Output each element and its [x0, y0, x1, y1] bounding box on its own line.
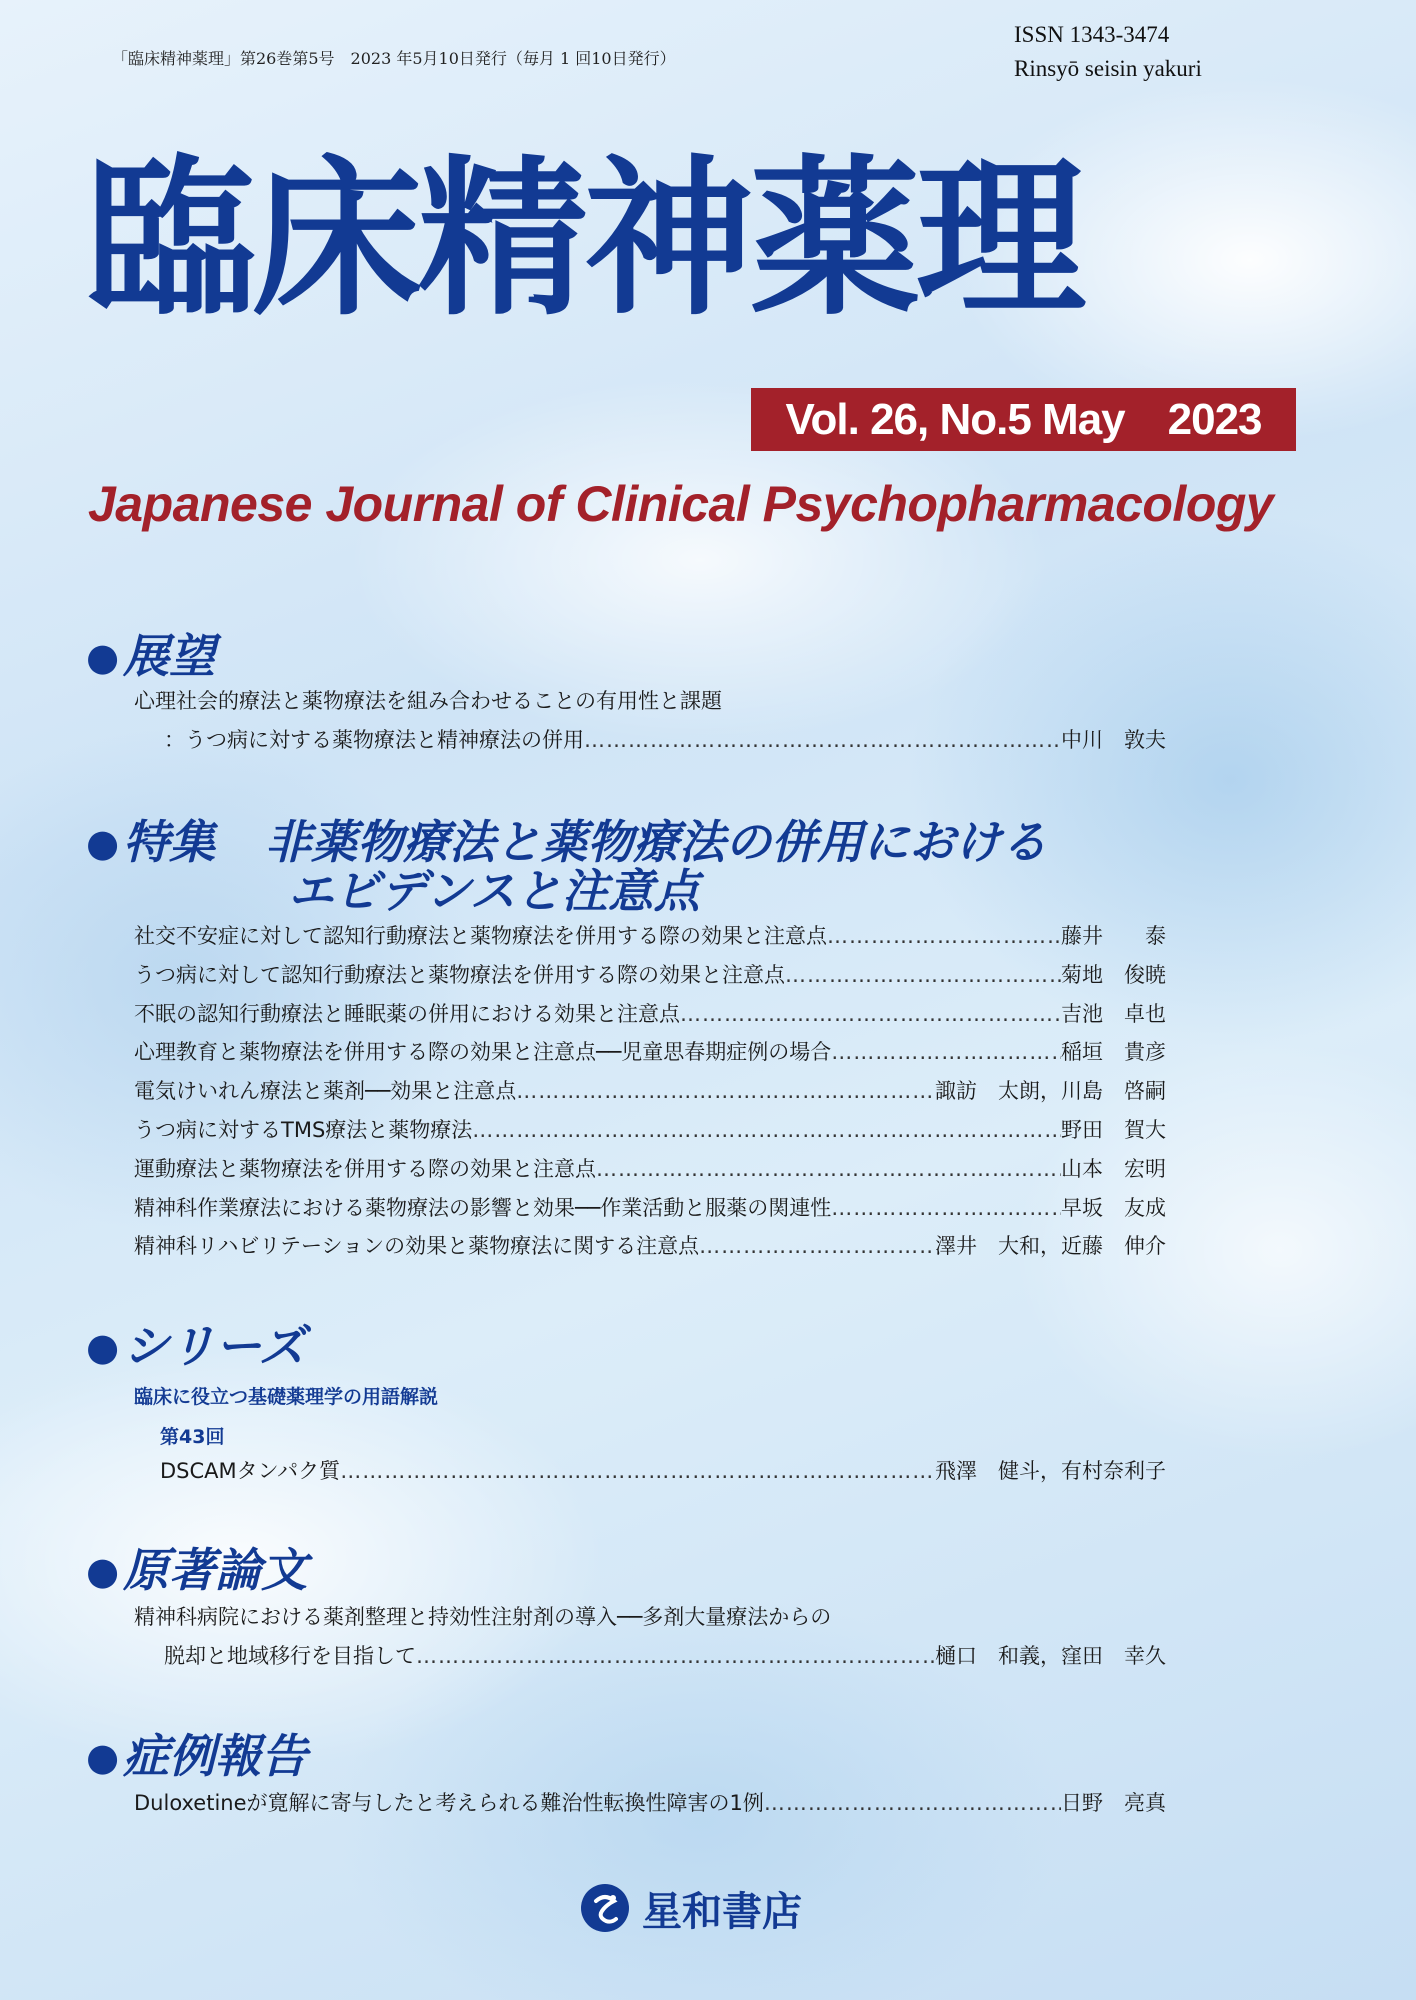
dot-leader	[596, 1150, 1061, 1189]
series-episode: 第43回	[160, 1426, 225, 1448]
toc-line	[134, 682, 1166, 721]
article-author: 飛澤 健斗，有村奈利子	[935, 1459, 1166, 1483]
journal-title: 臨床精神薬理	[86, 141, 1083, 339]
bullet-icon: ●	[86, 821, 120, 865]
article-title: 心理教育と薬物療法を併用する際の効果と注意点──児童思春期症例の場合	[134, 1040, 832, 1065]
bullet-icon: ●	[86, 1325, 120, 1369]
article-author: 中川 敦夫	[1061, 727, 1166, 752]
article-title: 社交不安症に対して認知行動療法と薬物療法を併用する際の効果と注意点	[134, 924, 827, 948]
feature-title-line1: 非薬物療法と薬物療法の併用における	[265, 815, 1048, 869]
article-title: 電気けいれん療法と薬剤──効果と注意点	[134, 1079, 517, 1104]
toc-line	[134, 1598, 1166, 1637]
toc-entry[interactable]	[134, 1033, 1166, 1072]
article-author: 山本 宏明	[1061, 1156, 1166, 1181]
publisher-name: 星和書店	[642, 1888, 802, 1935]
dot-leader	[699, 1227, 935, 1266]
bullet-icon: ●	[86, 1735, 120, 1779]
article-author: 澤井 大和，近藤 伸介	[935, 1234, 1166, 1259]
toc-entry[interactable]	[134, 1111, 1166, 1150]
dot-leader	[680, 995, 1061, 1034]
article-title: 運動療法と薬物療法を併用する際の効果と注意点	[134, 1156, 596, 1181]
toc-entry[interactable]	[134, 1072, 1166, 1111]
section-heading-case	[86, 1728, 307, 1785]
toc-entry[interactable]	[134, 995, 1166, 1034]
english-title: Japanese Journal of Clinical Psychopharmacology	[88, 476, 1274, 532]
section-heading-label: シリーズ	[123, 1319, 305, 1373]
issn-number: ISSN 1343-3474	[1014, 22, 1170, 47]
article-author: 藤井 泰	[1061, 924, 1166, 948]
dot-leader	[827, 917, 1061, 956]
feature-title-line2: エビデンスと注意点	[288, 864, 700, 918]
dot-leader	[416, 1637, 935, 1676]
article-title: Duloxetineが寛解に寄与したと考えられる難治性転換性障害の1例	[134, 1791, 764, 1815]
article-author: 諏訪 太朗，川島 啓嗣	[935, 1079, 1166, 1104]
toc-entry[interactable]	[134, 1227, 1166, 1266]
article-title: 脱却と地域移行を目指して	[164, 1643, 416, 1668]
toc-entry[interactable]	[134, 956, 1166, 995]
toc-entry[interactable]	[134, 1150, 1166, 1189]
article-title: 精神科リハビリテーションの効果と薬物療法に関する注意点	[134, 1234, 700, 1259]
series-subtitle: 臨床に役立つ基礎薬理学の用語解説	[134, 1386, 439, 1408]
section-heading-outlook	[86, 628, 215, 685]
article-author: 樋口 和義，窪田 幸久	[935, 1643, 1166, 1668]
toc-entry[interactable]	[160, 1452, 1166, 1491]
article-title: 不眠の認知行動療法と睡眠薬の併用における効果と注意点	[134, 1001, 680, 1026]
toc-entry[interactable]	[134, 917, 1166, 956]
toc-entry[interactable]	[134, 1637, 1166, 1676]
section-heading-original	[86, 1542, 307, 1599]
article-title: DSCAMタンパク質	[160, 1459, 341, 1483]
seiwa-logo-icon	[580, 1883, 630, 1933]
dot-leader	[516, 1072, 935, 1111]
dot-leader	[340, 1452, 935, 1491]
volume-badge: Vol. 26, No.5 May 2023	[751, 388, 1296, 451]
issn-block	[1014, 18, 1202, 86]
toc-case	[134, 1784, 1166, 1823]
toc-outlook	[134, 682, 1166, 760]
dot-leader	[584, 721, 1061, 760]
dot-leader	[831, 1189, 1061, 1228]
toc-feature	[134, 917, 1166, 1266]
article-title: 精神科病院における薬剤整理と持効性注射剤の導入──多剤大量療法からの	[134, 1605, 832, 1629]
dot-leader	[472, 1111, 1061, 1150]
toc-original	[134, 1598, 1166, 1676]
issue-info: 「臨床精神薬理」第26巻第5号 2023 年5月10日発行（毎月 1 回10日発行）	[112, 49, 676, 68]
section-heading-label: 症例報告	[123, 1729, 308, 1783]
article-title: うつ病に対して認知行動療法と薬物療法を併用する際の効果と注意点	[134, 962, 785, 987]
bullet-icon: ●	[86, 635, 120, 679]
article-author: 菊地 俊暁	[1061, 962, 1166, 987]
dot-leader	[764, 1784, 1061, 1823]
article-title: 精神科作業療法における薬物療法の影響と効果──作業活動と服薬の関連性	[134, 1195, 832, 1220]
article-author: 日野 亮真	[1061, 1791, 1166, 1815]
toc-entry[interactable]	[134, 721, 1166, 760]
toc-entry[interactable]	[134, 1189, 1166, 1228]
article-author: 野田 賀大	[1061, 1117, 1166, 1142]
toc-entry[interactable]	[134, 1784, 1166, 1823]
article-title: ：うつ病に対する薬物療法と精神療法の併用	[164, 727, 584, 752]
section-heading-label: 展望	[123, 629, 216, 683]
dot-leader	[831, 1033, 1061, 1072]
bullet-icon: ●	[86, 1549, 120, 1593]
article-author: 早坂 友成	[1061, 1195, 1166, 1220]
section-heading-series	[86, 1318, 305, 1375]
article-title: 心理社会的療法と薬物療法を組み合わせることの有用性と課題	[134, 689, 722, 713]
dot-leader	[785, 956, 1061, 995]
section-heading-label: 原著論文	[123, 1543, 308, 1597]
romanized-title: Rinsyō seisin yakuri	[1014, 56, 1202, 81]
publisher	[580, 1880, 802, 1936]
article-title: うつ病に対するTMS療法と薬物療法	[134, 1117, 473, 1142]
section-heading-label: 特集	[123, 815, 216, 869]
article-author: 稲垣 貴彦	[1061, 1040, 1166, 1065]
toc-series	[160, 1452, 1166, 1491]
article-author: 吉池 卓也	[1061, 1001, 1166, 1026]
